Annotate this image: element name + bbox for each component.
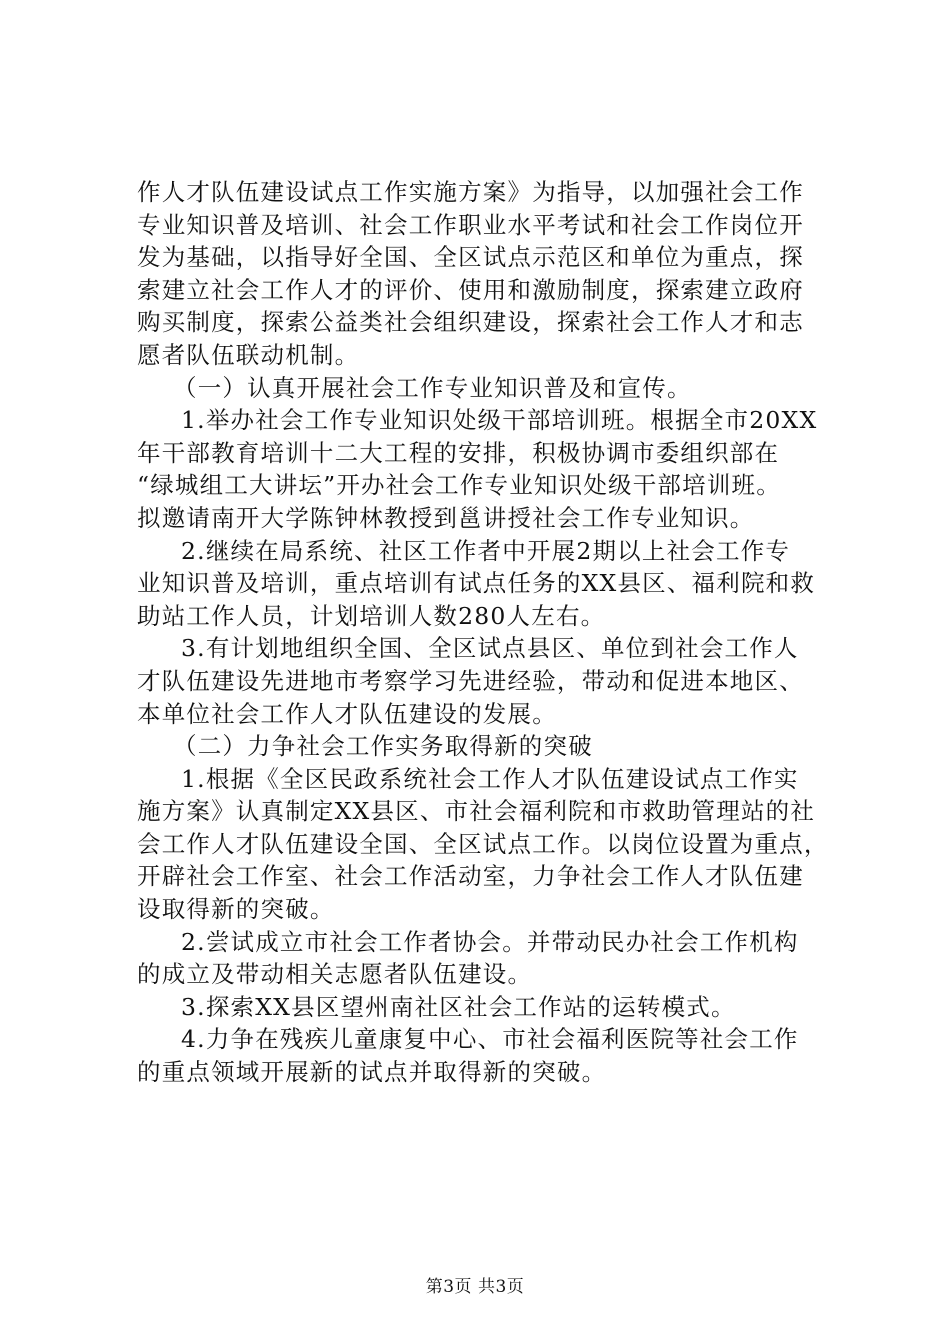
section-heading: （二）力争社会工作实务取得新的突破	[173, 732, 593, 761]
paragraph-line: 会工作人才队伍建设全国、全区试点工作。以岗位设置为重点，	[137, 829, 829, 858]
paragraph-line: “绿城组工大讲坛”开办社会工作专业知识处级干部培训班。	[137, 471, 781, 500]
paragraph-line: 施方案》认真制定XX县区、市社会福利院和市救助管理站的社	[137, 797, 816, 826]
paragraph-line: 索建立社会工作人才的评价、使用和激励制度，探索建立政府	[137, 275, 804, 304]
paragraph-line: 的重点领域开展新的试点并取得新的突破。	[137, 1058, 607, 1087]
paragraph-line: 3.探索XX县区望州南社区社会工作站的运转模式。	[181, 992, 736, 1021]
paragraph-line: 3.有计划地组织全国、全区试点县区、单位到社会工作人	[181, 634, 799, 663]
paragraph-line: 开辟社会工作室、社会工作活动室，力争社会工作人才队伍建	[137, 862, 804, 891]
paragraph-line: 专业知识普及培训、社会工作职业水平考试和社会工作岗位开	[137, 210, 804, 239]
document-body	[137, 176, 837, 1089]
paragraph-line: 拟邀请南开大学陈钟林教授到邕讲授社会工作专业知识。	[137, 503, 755, 532]
paragraph-line: 愿者队伍联动机制。	[137, 340, 360, 369]
paragraph-line: 的成立及带动相关志愿者队伍建设。	[137, 960, 533, 989]
paragraph-line: 发为基础，以指导好全国、全区试点示范区和单位为重点，探	[137, 243, 804, 272]
paragraph-line: 才队伍建设先进地市考察学习先进经验，带动和促进本地区、	[137, 666, 804, 695]
paragraph-line: 1.举办社会工作专业知识处级干部培训班。根据全市20XX	[181, 406, 818, 435]
paragraph-line: 助站工作人员，计划培训人数280人左右。	[137, 601, 606, 630]
paragraph-line: 2.尝试成立市社会工作者协会。并带动民办社会工作机构	[181, 927, 799, 956]
paragraph-line: 业知识普及培训，重点培训有试点任务的XX县区、福利院和救	[137, 569, 816, 598]
paragraph-line: 本单位社会工作人才队伍建设的发展。	[137, 699, 557, 728]
paragraph-line: 2.继续在局系统、社区工作者中开展2期以上社会工作专	[181, 536, 791, 565]
section-heading: （一）认真开展社会工作专业知识普及和宣传。	[173, 373, 692, 402]
paragraph-line: 设取得新的突破。	[137, 895, 335, 924]
paragraph-line: 4.力争在残疾儿童康复中心、市社会福利医院等社会工作	[181, 1025, 799, 1054]
paragraph-line: 1.根据《全区民政系统社会工作人才队伍建设试点工作实	[181, 764, 799, 793]
page-number-footer: 第3页 共3页	[425, 1277, 525, 1297]
paragraph-line: 作人才队伍建设试点工作实施方案》为指导，以加强社会工作	[137, 178, 804, 206]
paragraph-line: 购买制度，探索公益类社会组织建设，探索社会工作人才和志	[137, 308, 804, 337]
paragraph-line: 年干部教育培训十二大工程的安排，积极协调市委组织部在	[137, 438, 780, 467]
